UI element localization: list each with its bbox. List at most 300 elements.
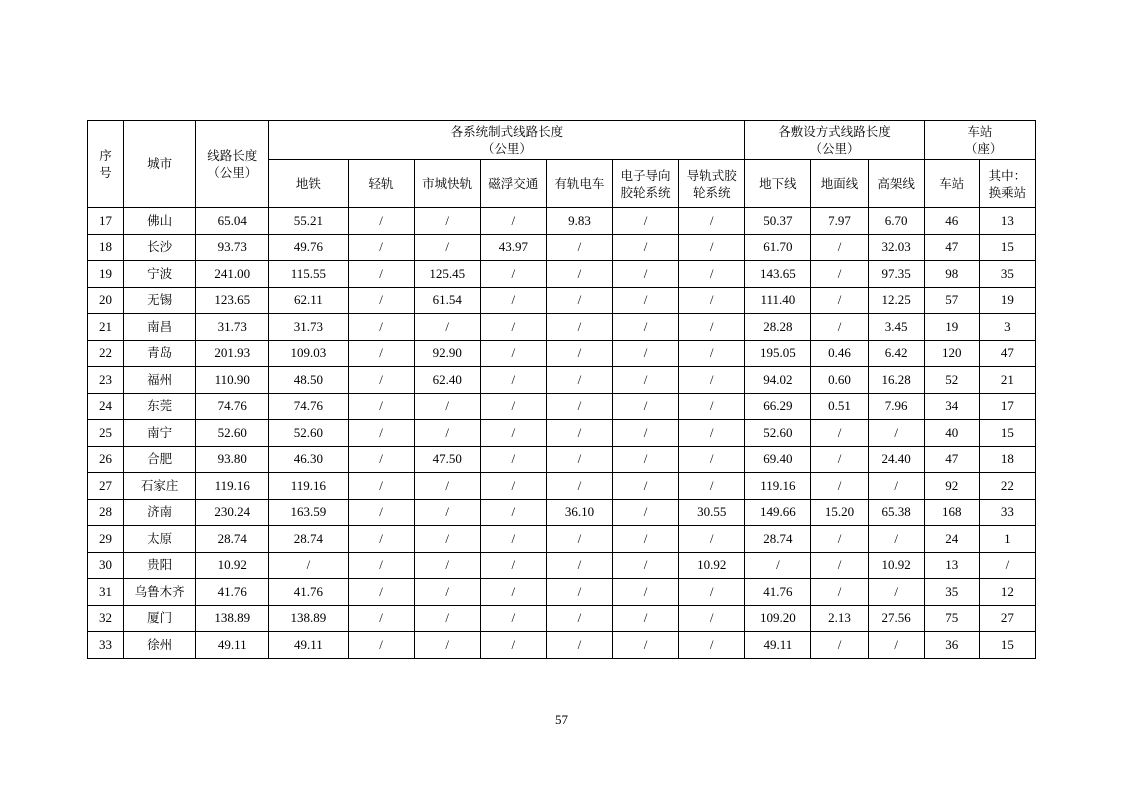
row-value-cell: / [679,208,745,235]
row-city-cell: 太原 [124,526,196,553]
row-value-cell: / [613,287,679,314]
row-value-cell: 62.11 [269,287,348,314]
row-value-cell: 74.76 [269,393,348,420]
row-value-cell: 24.40 [868,446,924,473]
row-value-cell: / [414,579,480,606]
row-value-cell: / [546,234,612,261]
row-value-cell: / [480,208,546,235]
row-value-cell: 32.03 [868,234,924,261]
header-system-col [348,160,414,208]
header-col-label: 地面线 [820,175,859,191]
row-value-cell: 163.59 [269,499,348,526]
header-laying-col [868,160,924,208]
row-value-cell: / [348,552,414,579]
row-value-cell: / [679,632,745,659]
header-seq-label: 序号 [99,148,112,180]
row-value-cell: / [480,340,546,367]
row-value-cell: 57 [924,287,979,314]
row-value-cell: / [613,632,679,659]
row-value-cell: / [480,261,546,288]
row-value-cell: / [480,446,546,473]
row-value-cell: 36.10 [546,499,612,526]
table-row [88,261,1036,288]
header-city-label: 城市 [147,156,173,171]
row-value-cell: 46 [924,208,979,235]
header-length [196,121,269,208]
row-value-cell: / [414,499,480,526]
row-value-cell: / [414,393,480,420]
row-seq-cell: 25 [88,420,124,447]
rail-transit-table [87,120,1036,659]
row-value-cell: 92 [924,473,979,500]
row-value-cell: 241.00 [196,261,269,288]
header-station-col [979,160,1035,208]
header-system-col [613,160,679,208]
row-value-cell: / [348,208,414,235]
row-value-cell: 52 [924,367,979,394]
header-col-label: 磁浮交通 [488,175,539,191]
row-value-cell: 3 [979,314,1035,341]
row-value-cell: / [546,340,612,367]
row-city-cell: 乌鲁木齐 [124,579,196,606]
row-value-cell: / [679,526,745,553]
row-value-cell: / [480,287,546,314]
row-value-cell: / [811,526,868,553]
row-value-cell: / [414,552,480,579]
header-system-col [269,160,348,208]
row-seq-cell: 33 [88,632,124,659]
row-value-cell: / [480,632,546,659]
row-seq-cell: 26 [88,446,124,473]
row-value-cell: 9.83 [546,208,612,235]
row-value-cell: / [613,526,679,553]
row-value-cell: / [269,552,348,579]
row-value-cell: / [613,314,679,341]
header-col-label: 有轨电车 [554,175,605,191]
row-seq-cell: 30 [88,552,124,579]
row-value-cell: / [868,526,924,553]
row-value-cell: 195.05 [745,340,811,367]
row-value-cell: 48.50 [269,367,348,394]
row-city-cell: 南昌 [124,314,196,341]
row-value-cell: 61.54 [414,287,480,314]
row-city-cell: 青岛 [124,340,196,367]
header-col-label: 其中：换乘站 [988,167,1027,200]
table-row [88,367,1036,394]
row-value-cell: 94.02 [745,367,811,394]
row-seq-cell: 21 [88,314,124,341]
row-value-cell: / [613,393,679,420]
row-value-cell: 97.35 [868,261,924,288]
header-col-label: 电子导向胶轮系统 [620,167,671,200]
row-value-cell: 30.55 [679,499,745,526]
row-value-cell: 28.74 [269,526,348,553]
row-value-cell: / [348,579,414,606]
row-city-cell: 长沙 [124,234,196,261]
row-value-cell: / [613,367,679,394]
row-city-cell: 济南 [124,499,196,526]
row-value-cell: 40 [924,420,979,447]
row-value-cell: 109.03 [269,340,348,367]
row-value-cell: / [811,420,868,447]
row-value-cell: 143.65 [745,261,811,288]
row-value-cell: / [348,632,414,659]
row-value-cell: / [414,605,480,632]
row-value-cell: / [811,287,868,314]
row-value-cell: / [679,367,745,394]
header-system-group-label: 各系统制式线路长度（公里） [450,124,564,156]
row-value-cell: 119.16 [269,473,348,500]
row-value-cell: / [613,605,679,632]
table-header [88,121,1036,208]
row-value-cell: 17 [979,393,1035,420]
row-value-cell: / [811,632,868,659]
row-value-cell: 21 [979,367,1035,394]
table-row [88,208,1036,235]
page-number: 57 [555,712,568,727]
row-value-cell: 62.40 [414,367,480,394]
row-value-cell: 65.04 [196,208,269,235]
row-seq-cell: 23 [88,367,124,394]
row-value-cell: 123.65 [196,287,269,314]
row-value-cell: 230.24 [196,499,269,526]
row-value-cell: 34 [924,393,979,420]
header-col-label: 导轨式胶轮系统 [686,167,737,200]
row-value-cell: 0.51 [811,393,868,420]
table-row [88,499,1036,526]
row-value-cell: / [613,473,679,500]
row-value-cell: 66.29 [745,393,811,420]
row-value-cell: / [480,473,546,500]
row-value-cell: / [480,367,546,394]
row-value-cell: 52.60 [745,420,811,447]
row-value-cell: 35 [924,579,979,606]
row-value-cell: / [745,552,811,579]
table-row [88,393,1036,420]
row-value-cell: 111.40 [745,287,811,314]
table-row [88,340,1036,367]
row-value-cell: / [679,287,745,314]
row-value-cell: / [546,261,612,288]
row-value-cell: 35 [979,261,1035,288]
row-value-cell: / [414,234,480,261]
row-value-cell: 31.73 [269,314,348,341]
row-value-cell: / [546,473,612,500]
header-station-col [924,160,979,208]
row-value-cell: 110.90 [196,367,269,394]
row-value-cell: / [613,579,679,606]
row-city-cell: 佛山 [124,208,196,235]
table-row [88,234,1036,261]
row-value-cell: / [811,552,868,579]
row-value-cell: / [414,526,480,553]
header-col-label: 地下线 [759,175,797,191]
row-value-cell: / [348,367,414,394]
row-value-cell: / [811,473,868,500]
row-value-cell: / [480,499,546,526]
row-value-cell: 7.96 [868,393,924,420]
row-value-cell: 15.20 [811,499,868,526]
row-value-cell: 49.11 [269,632,348,659]
row-value-cell: / [679,579,745,606]
row-seq-cell: 28 [88,499,124,526]
row-value-cell: 0.60 [811,367,868,394]
table-row [88,632,1036,659]
row-value-cell: / [811,446,868,473]
header-laying-group [745,121,924,160]
header-system-col [414,160,480,208]
table-row [88,605,1036,632]
row-value-cell: 138.89 [196,605,269,632]
header-station-group-label: 车站（座） [964,124,1003,156]
table-row [88,526,1036,553]
table-row [88,287,1036,314]
row-value-cell: 2.13 [811,605,868,632]
row-value-cell: / [348,340,414,367]
row-value-cell: / [546,446,612,473]
row-seq-cell: 29 [88,526,124,553]
row-value-cell: / [868,473,924,500]
row-value-cell: 31.73 [196,314,269,341]
row-value-cell: / [546,367,612,394]
row-seq-cell: 19 [88,261,124,288]
row-city-cell: 南宁 [124,420,196,447]
row-value-cell: 120 [924,340,979,367]
row-value-cell: 47 [979,340,1035,367]
row-value-cell: 93.80 [196,446,269,473]
row-value-cell: 75 [924,605,979,632]
row-value-cell: 41.76 [745,579,811,606]
row-seq-cell: 17 [88,208,124,235]
row-value-cell: 119.16 [745,473,811,500]
row-seq-cell: 27 [88,473,124,500]
row-value-cell: 27.56 [868,605,924,632]
row-value-cell: / [679,261,745,288]
row-value-cell: 74.76 [196,393,269,420]
row-value-cell: 168 [924,499,979,526]
row-value-cell: / [546,420,612,447]
row-seq-cell: 18 [88,234,124,261]
row-value-cell: 28.28 [745,314,811,341]
row-value-cell: 12.25 [868,287,924,314]
row-value-cell: / [348,234,414,261]
row-city-cell: 徐州 [124,632,196,659]
row-value-cell: 10.92 [196,552,269,579]
row-value-cell: 10.92 [868,552,924,579]
row-value-cell: / [546,579,612,606]
row-value-cell: / [480,526,546,553]
row-value-cell: / [546,632,612,659]
row-value-cell: / [414,473,480,500]
row-value-cell: 3.45 [868,314,924,341]
table-row [88,446,1036,473]
row-value-cell: 19 [979,287,1035,314]
row-value-cell: / [348,420,414,447]
row-city-cell: 福州 [124,367,196,394]
table-body [88,208,1036,659]
table-row [88,420,1036,447]
row-seq-cell: 32 [88,605,124,632]
row-value-cell: 13 [924,552,979,579]
row-value-cell: 119.16 [196,473,269,500]
row-value-cell: 92.90 [414,340,480,367]
row-value-cell: 27 [979,605,1035,632]
header-system-col [546,160,612,208]
row-value-cell: 33 [979,499,1035,526]
header-city [124,121,196,208]
row-value-cell: / [546,287,612,314]
row-value-cell: / [679,393,745,420]
row-value-cell: 16.28 [868,367,924,394]
row-value-cell: 93.73 [196,234,269,261]
table-row [88,473,1036,500]
row-value-cell: / [811,579,868,606]
row-value-cell: / [348,287,414,314]
row-value-cell: / [679,234,745,261]
row-value-cell: / [480,420,546,447]
row-value-cell: / [480,314,546,341]
row-value-cell: 1 [979,526,1035,553]
row-value-cell: / [613,499,679,526]
row-seq-cell: 31 [88,579,124,606]
row-value-cell: / [811,261,868,288]
row-value-cell: 28.74 [745,526,811,553]
row-value-cell: / [348,473,414,500]
row-value-cell: / [868,579,924,606]
row-value-cell: / [868,420,924,447]
row-value-cell: / [546,526,612,553]
row-value-cell: / [613,234,679,261]
row-value-cell: 36 [924,632,979,659]
row-value-cell: / [348,526,414,553]
row-value-cell: / [480,605,546,632]
row-value-cell: / [868,632,924,659]
header-system-col [679,160,745,208]
row-value-cell: / [979,552,1035,579]
row-value-cell: / [679,446,745,473]
row-value-cell: 65.38 [868,499,924,526]
row-value-cell: / [679,473,745,500]
row-value-cell: / [480,393,546,420]
row-value-cell: 47 [924,446,979,473]
row-value-cell: 149.66 [745,499,811,526]
row-value-cell: / [679,605,745,632]
row-value-cell: 18 [979,446,1035,473]
row-value-cell: 55.21 [269,208,348,235]
row-city-cell: 东莞 [124,393,196,420]
row-value-cell: 0.46 [811,340,868,367]
row-value-cell: 22 [979,473,1035,500]
row-value-cell: / [613,208,679,235]
row-city-cell: 厦门 [124,605,196,632]
row-value-cell: / [613,446,679,473]
row-value-cell: / [811,314,868,341]
row-value-cell: 15 [979,632,1035,659]
row-value-cell: 6.42 [868,340,924,367]
row-value-cell: 28.74 [196,526,269,553]
row-value-cell: / [480,552,546,579]
row-value-cell: / [348,314,414,341]
table-row [88,579,1036,606]
header-system-group [269,121,745,160]
header-col-label: 市城快轨 [422,175,473,191]
row-city-cell: 宁波 [124,261,196,288]
row-seq-cell: 24 [88,393,124,420]
row-value-cell: / [348,605,414,632]
row-city-cell: 石家庄 [124,473,196,500]
row-value-cell: 15 [979,234,1035,261]
row-value-cell: 125.45 [414,261,480,288]
row-value-cell: / [613,261,679,288]
row-value-cell: 41.76 [269,579,348,606]
row-value-cell: / [811,234,868,261]
row-value-cell: / [348,261,414,288]
row-value-cell: 19 [924,314,979,341]
header-length-label: 线路长度（公里） [207,148,258,180]
row-value-cell: 7.97 [811,208,868,235]
row-value-cell: / [414,208,480,235]
row-value-cell: / [348,446,414,473]
row-value-cell: 41.76 [196,579,269,606]
row-seq-cell: 22 [88,340,124,367]
row-value-cell: / [679,420,745,447]
row-value-cell: / [480,579,546,606]
row-value-cell: 109.20 [745,605,811,632]
row-value-cell: 52.60 [196,420,269,447]
row-value-cell: 46.30 [269,446,348,473]
row-value-cell: / [414,420,480,447]
header-laying-col [811,160,868,208]
row-value-cell: 49.76 [269,234,348,261]
row-value-cell: 6.70 [868,208,924,235]
row-city-cell: 贵阳 [124,552,196,579]
row-value-cell: 47.50 [414,446,480,473]
header-col-label: 地铁 [295,175,321,191]
row-value-cell: / [546,552,612,579]
row-value-cell: / [679,314,745,341]
row-value-cell: 69.40 [745,446,811,473]
header-col-label: 车站 [939,175,965,191]
row-value-cell: 115.55 [269,261,348,288]
row-value-cell: / [414,632,480,659]
row-value-cell: 61.70 [745,234,811,261]
row-city-cell: 合肥 [124,446,196,473]
row-value-cell: / [613,340,679,367]
row-value-cell: 49.11 [196,632,269,659]
row-value-cell: 43.97 [480,234,546,261]
row-value-cell: 47 [924,234,979,261]
row-value-cell: 201.93 [196,340,269,367]
row-city-cell: 无锡 [124,287,196,314]
header-system-col [480,160,546,208]
row-value-cell: 15 [979,420,1035,447]
row-value-cell: 49.11 [745,632,811,659]
row-value-cell: 13 [979,208,1035,235]
row-value-cell: 10.92 [679,552,745,579]
header-col-label: 轻轨 [368,175,394,191]
row-value-cell: 98 [924,261,979,288]
row-value-cell: / [613,420,679,447]
header-station-group [924,121,1035,160]
row-value-cell: / [546,605,612,632]
row-value-cell: / [613,552,679,579]
row-value-cell: 24 [924,526,979,553]
row-value-cell: / [679,340,745,367]
row-seq-cell: 20 [88,287,124,314]
header-laying-col [745,160,811,208]
table-row [88,314,1036,341]
row-value-cell: 12 [979,579,1035,606]
